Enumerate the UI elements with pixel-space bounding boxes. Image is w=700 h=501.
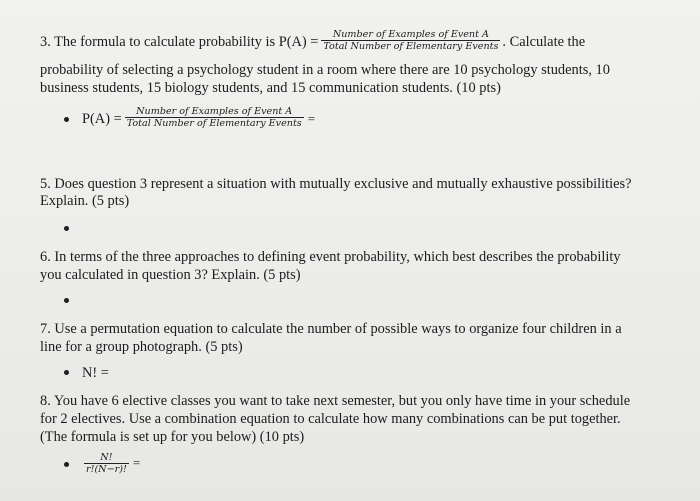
q8-combination-formula (84, 452, 129, 475)
q7-line-1: 7. Use a permutation equation to calculate the number of possible ways to organize four children in a (40, 321, 622, 337)
q3-answer-equals: = (307, 111, 316, 126)
q8-line-2: for 2 electives. Use a combination equation to calculate how many combinations can be put together. (40, 411, 621, 427)
q3-answer-numerator: Number of Examples of Event A (125, 106, 304, 118)
q3-line-2: probability of selecting a psychology student in a room where there are 10 psychology students, 10 (40, 62, 610, 78)
q3-answer-bullet (64, 117, 69, 122)
q3-intro: 3. The formula to calculate probability is P(A) = (40, 34, 319, 50)
q8-line-3: (The formula is set up for you below) (10 pts) (40, 429, 305, 445)
q3-formula-numerator: Number of Examples of Event A (321, 29, 500, 41)
q8-answer-equals: = (132, 454, 141, 470)
q7-line-2: line for a group photograph. (5 pts) (40, 339, 243, 355)
q8-answer-bullet (64, 462, 69, 467)
q3-answer[interactable] (82, 106, 316, 130)
q3-answer-lhs: P(A) = (82, 111, 122, 127)
q3-probability-formula (321, 29, 500, 52)
q3-after-formula: . Calculate the (502, 34, 586, 50)
q3-answer-fraction (125, 106, 304, 129)
q3-formula-denominator: Total Number of Elementary Events (323, 41, 499, 53)
q8-line-1: 8. You have 6 elective classes you want to take next semester, but you only have time in your schedule (40, 393, 631, 409)
q3-answer-denominator: Total Number of Elementary Events (126, 118, 302, 130)
q7-answer-bullet (64, 370, 69, 375)
q8-answer[interactable] (84, 452, 140, 475)
q5-line-1: 5. Does question 3 represent a situation with mutually exclusive and mutually exhaustive possibilities? (40, 176, 632, 192)
q3-line-3: business students, 15 biology students, and 15 communication students. (10 pts) (40, 80, 501, 96)
q8-formula-denominator: r!(N−r)! (86, 464, 127, 475)
q6-line-2: you calculated in question 3? Explain. (5 pts) (40, 267, 301, 283)
q7-answer[interactable]: N! = (82, 365, 109, 381)
q8-formula-numerator: N! (84, 452, 129, 464)
q6-line-1: 6. In terms of the three approaches to defining event probability, which best describes the probability (40, 249, 621, 265)
q3-line-1 (40, 29, 586, 53)
q6-answer-bullet[interactable] (64, 298, 69, 303)
q5-answer-bullet[interactable] (64, 226, 69, 231)
q5-line-2: Explain. (5 pts) (40, 193, 130, 209)
